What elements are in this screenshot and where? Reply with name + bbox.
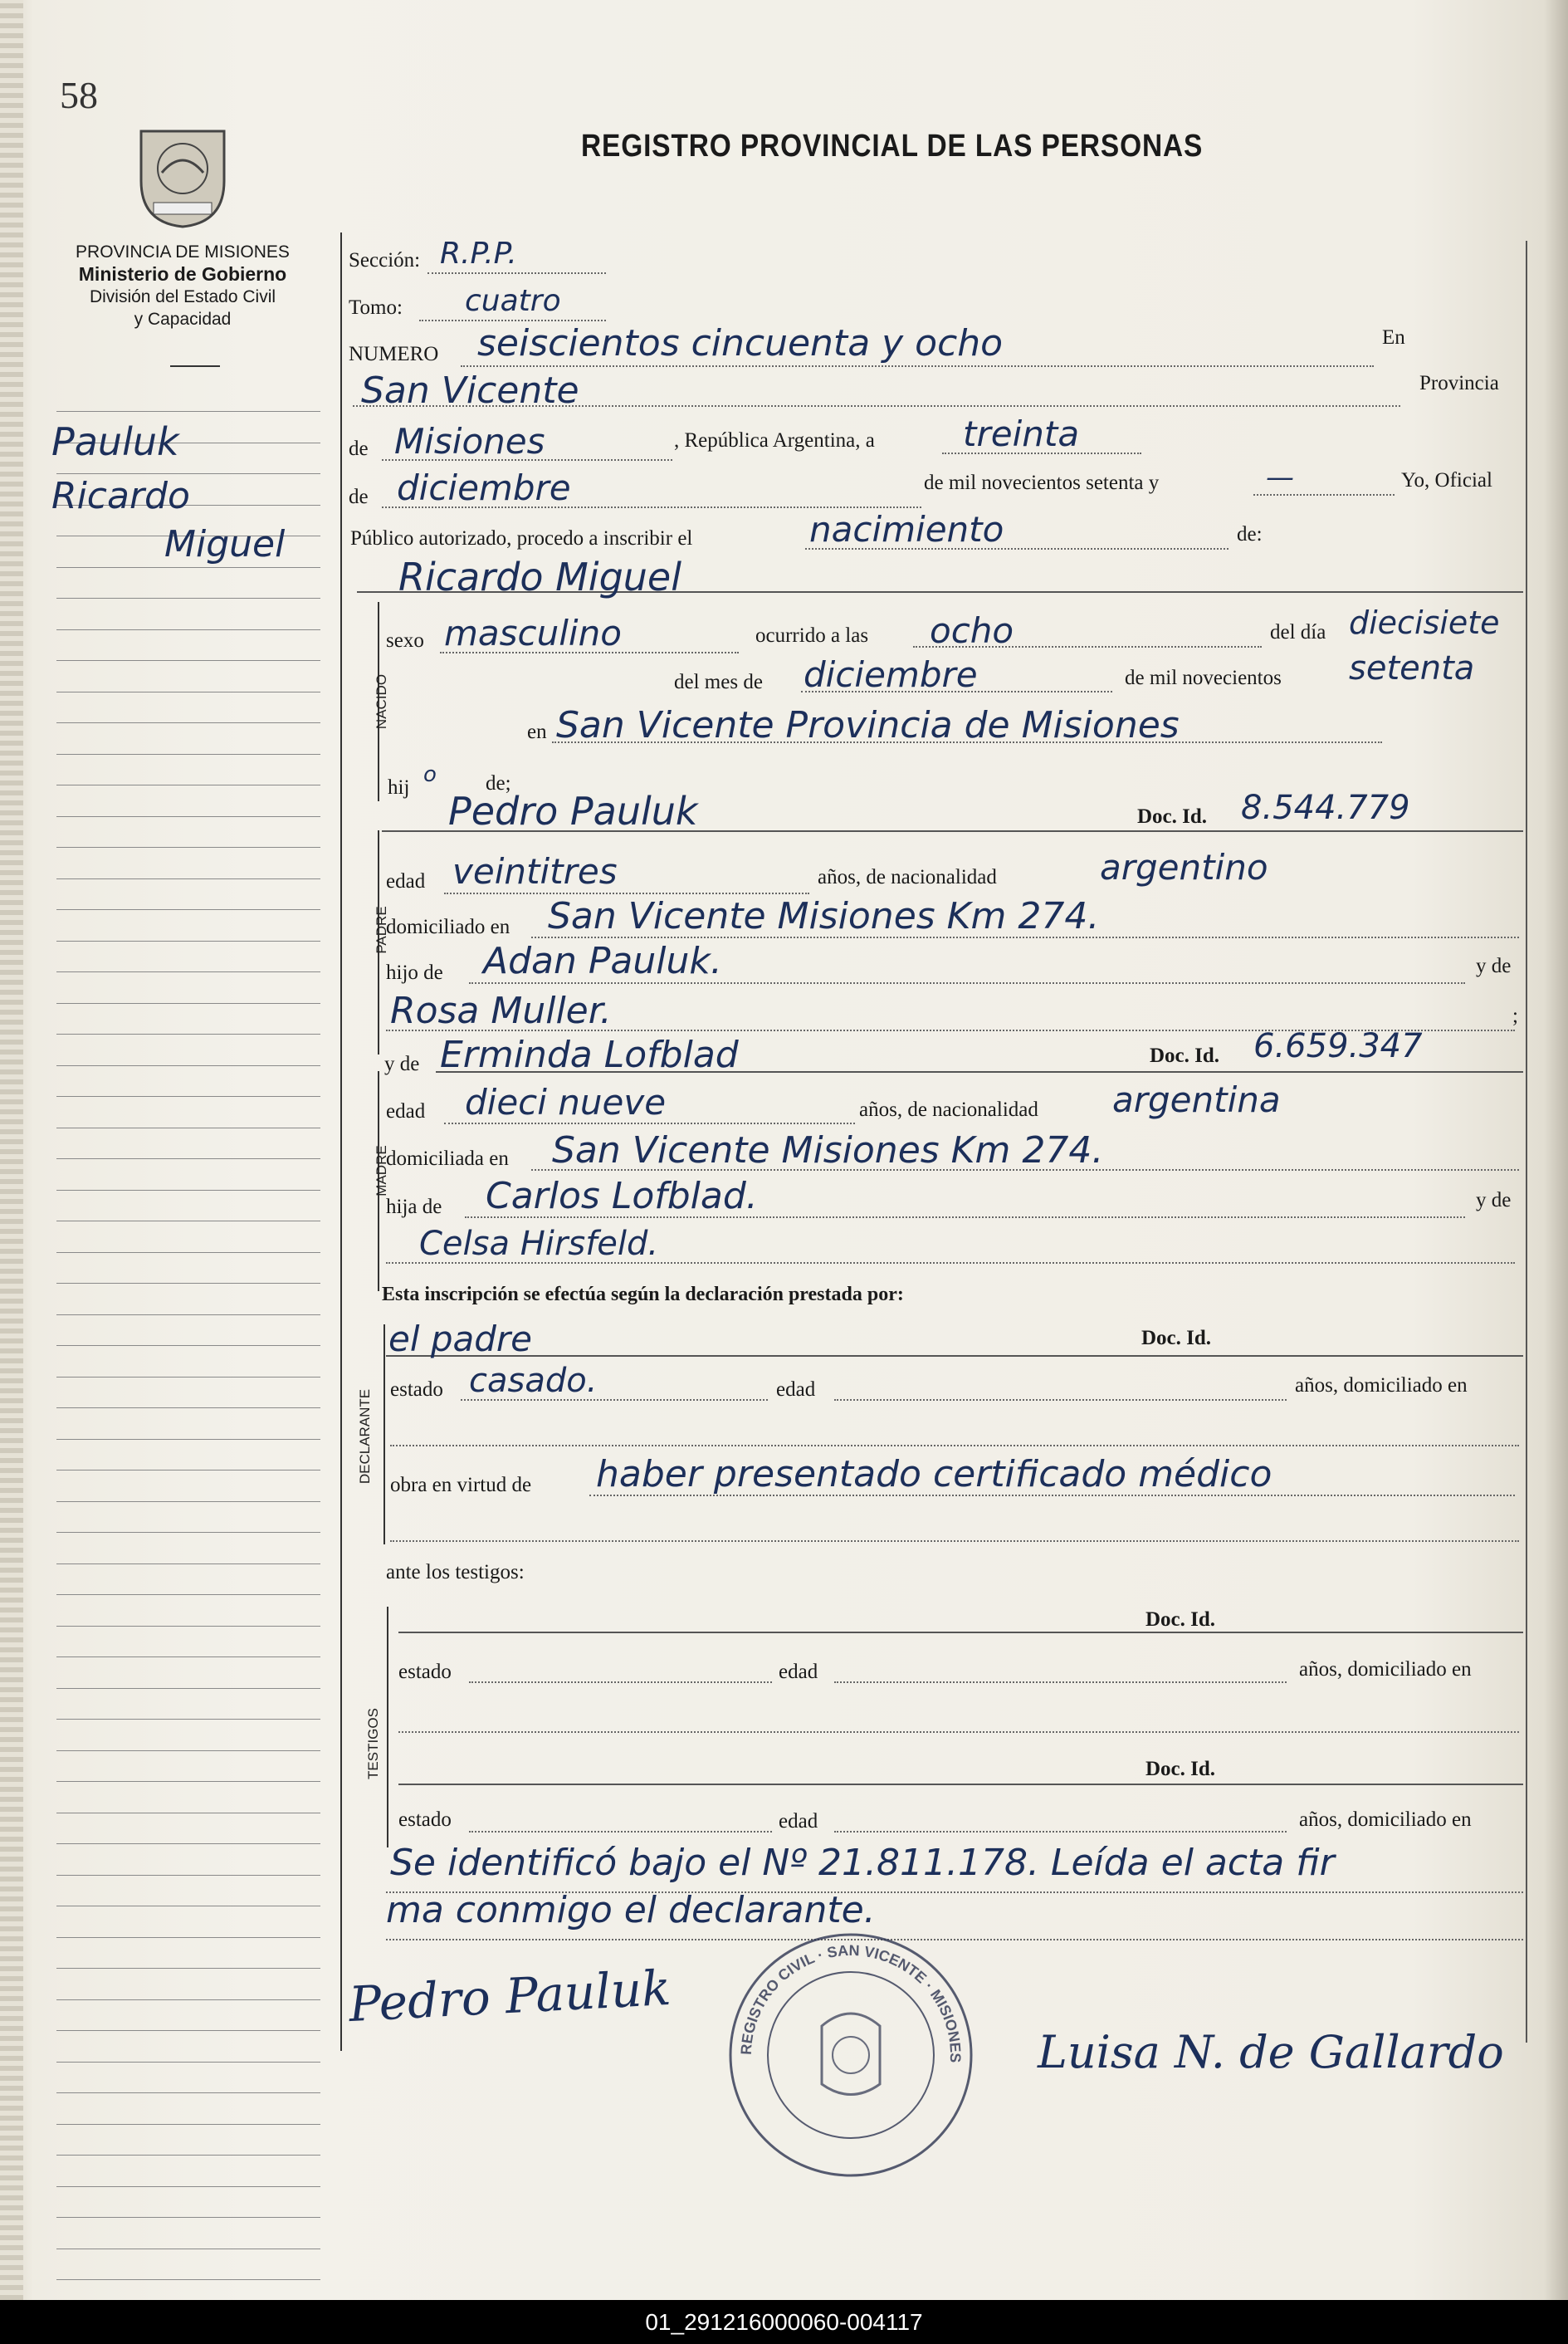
label-hijo: hij <box>388 776 410 799</box>
margin-ruled-line <box>56 1283 320 1284</box>
margin-ruled-line <box>56 1158 320 1159</box>
value-dia-acta: treinta <box>963 414 1080 454</box>
value-abuelo-p: Adan Pauluk. <box>483 940 722 982</box>
margin-ruled-line <box>56 2092 320 2093</box>
value-obra: haber presentado certificado médico <box>596 1453 1272 1495</box>
label-t2-doc: Doc. Id. <box>1145 1758 1216 1780</box>
value-tomo: cuatro <box>465 284 561 318</box>
declarante-bracket <box>383 1324 385 1544</box>
label-madre-edad: edad <box>386 1100 426 1123</box>
label-decl-estado: estado <box>390 1378 443 1401</box>
field-line <box>427 272 606 274</box>
page-title: REGISTRO PROVINCIAL DE LAS PERSONAS <box>581 129 1204 164</box>
margin-ruled-line <box>56 909 320 910</box>
margin-ruled-line <box>56 1750 320 1751</box>
label-oficial: Yo, Oficial <box>1401 469 1492 492</box>
office-ministry: Ministerio de Gobierno <box>78 263 287 285</box>
field-line <box>834 1831 1287 1833</box>
margin-ruled-line <box>56 1190 320 1191</box>
office-block <box>33 241 332 330</box>
margin-ruled-line <box>56 941 320 942</box>
label-seccion: Sección: <box>349 249 421 272</box>
label-y-de: y de <box>1476 955 1512 977</box>
value-numero: seiscientos cincuenta y ocho <box>477 322 1004 365</box>
margin-ruled-line <box>56 1875 320 1876</box>
field-line <box>469 1681 772 1683</box>
value-madre-nac: argentina <box>1112 1079 1281 1120</box>
label-provincia: Provincia <box>1419 372 1499 394</box>
value-hora: ocho <box>930 610 1014 651</box>
margin-ruled-line <box>56 2155 320 2156</box>
label-del-dia: del día <box>1270 621 1326 643</box>
value-madre-doc: 6.659.347 <box>1253 1027 1423 1065</box>
value-abuelo-m: Carlos Lofblad. <box>486 1175 758 1217</box>
label-padre-doc: Doc. Id. <box>1137 805 1208 828</box>
margin-ruled-line <box>56 722 320 723</box>
label-de3: de: <box>1237 523 1263 546</box>
side-label-padre: PADRE <box>374 906 389 954</box>
value-padre-edad: veintitres <box>452 851 618 892</box>
field-line <box>390 1445 1519 1446</box>
official-stamp-icon <box>722 1926 979 2184</box>
stamp-text: REGISTRO CIVIL · SAN VICENTE · MISIONES <box>737 1941 965 2063</box>
label-decl-doc: Doc. Id. <box>1141 1327 1212 1349</box>
value-hijo-suffix: o <box>423 762 437 787</box>
value-madre: Erminda Lofblad <box>440 1034 739 1076</box>
margin-ruled-line <box>56 754 320 755</box>
margin-ruled-line <box>56 411 320 412</box>
margin-ruled-line <box>56 816 320 817</box>
margin-ruled-line <box>56 1439 320 1440</box>
margin-name1: Ricardo <box>51 475 190 517</box>
value-nota1: Se identificó bajo el Nº 21.811.178. Leída el acta fir <box>390 1842 1335 1884</box>
margin-ruled-line <box>56 1656 320 1657</box>
office-divider <box>170 365 220 367</box>
margin-surname: Pauluk <box>51 419 179 464</box>
value-declarante: el padre <box>388 1319 533 1359</box>
label-t1-anos: años, domiciliado en <box>1299 1658 1472 1681</box>
value-decl-estado: casado. <box>469 1362 598 1400</box>
rule <box>398 1632 1523 1633</box>
margin-name2: Miguel <box>164 523 286 565</box>
field-line <box>469 982 1465 984</box>
margin-ruled-line <box>56 878 320 879</box>
margin-ruled-line <box>56 1843 320 1844</box>
label-hijo-de: de; <box>486 772 511 795</box>
value-lugar-nac: San Vicente Provincia de Misiones <box>556 704 1180 746</box>
svg-text:REGISTRO CIVIL · SAN VICENTE · <box>738 1942 964 2063</box>
label-t2-edad: edad <box>779 1810 818 1833</box>
rule <box>398 1784 1523 1785</box>
margin-ruled-line <box>56 1314 320 1315</box>
margin-ruled-line <box>56 1065 320 1066</box>
label-padre-dom: domiciliado en <box>386 916 510 938</box>
field-line <box>1253 494 1395 496</box>
margin-ruled-line <box>56 1407 320 1408</box>
margin-ruled-line <box>56 2217 320 2218</box>
value-padre-doc: 8.544.779 <box>1241 789 1410 827</box>
margin-ruled-line <box>56 2062 320 2063</box>
rule <box>386 1355 1523 1357</box>
margin-ruled-line <box>56 1003 320 1004</box>
field-line <box>444 893 809 894</box>
margin-ruled-line <box>56 473 320 474</box>
value-acto: nacimiento <box>809 509 1004 550</box>
field-line <box>469 1831 772 1833</box>
label-madre-dom: domiciliada en <box>386 1148 509 1170</box>
margin-ruled-line <box>56 1345 320 1346</box>
side-label-testigos: TESTIGOS <box>365 1708 381 1779</box>
label-t1-doc: Doc. Id. <box>1145 1608 1216 1631</box>
label-t1-estado: estado <box>398 1661 452 1683</box>
side-label-madre: MADRE <box>374 1145 389 1196</box>
field-line <box>834 1399 1287 1401</box>
right-border <box>1526 241 1527 2043</box>
label-tomo: Tomo: <box>349 296 403 319</box>
value-nombre: Ricardo Miguel <box>398 555 682 599</box>
office-province: PROVINCIA DE MISIONES <box>76 242 290 262</box>
label-t1-edad: edad <box>779 1661 818 1683</box>
margin-ruled-line <box>56 1096 320 1097</box>
label-numero: NUMERO <box>349 343 439 365</box>
province-seal-icon <box>133 123 232 231</box>
label-hijo-de2: hijo de <box>386 962 443 984</box>
label-semicolon: ; <box>1512 1005 1518 1027</box>
side-label-nacido: NACIDO <box>374 673 389 730</box>
label-decl-edad: edad <box>776 1378 816 1401</box>
side-label-declarante: DECLARANTE <box>357 1388 373 1485</box>
value-provincia: Misiones <box>394 421 545 462</box>
margin-ruled-line <box>56 1781 320 1782</box>
label-madre-anos: años, de nacionalidad <box>859 1099 1038 1121</box>
value-dia: diecisiete <box>1349 604 1500 641</box>
label-t2-anos: años, domiciliado en <box>1299 1808 1472 1831</box>
label-hija-de: hija de <box>386 1196 442 1218</box>
value-mes: diciembre <box>804 654 978 695</box>
margin-ruled-line <box>56 2124 320 2125</box>
signature-oficial: Luisa N. de Gallardo <box>1038 2026 1504 2078</box>
field-line <box>398 1731 1519 1733</box>
label-en2: en <box>527 721 547 743</box>
value-madre-dom: San Vicente Misiones Km 274. <box>552 1129 1104 1172</box>
margin-ruled-line <box>56 1470 320 1471</box>
value-abuela-p: Rosa Muller. <box>390 990 612 1032</box>
column-divider <box>340 232 342 2051</box>
value-lugar: San Vicente <box>361 369 579 412</box>
label-y-de3: y de <box>1476 1189 1512 1211</box>
label-obra: obra en virtud de <box>390 1474 532 1496</box>
field-line <box>444 1123 855 1124</box>
margin-ruled-line <box>56 567 320 568</box>
margin-ruled-line <box>56 2030 320 2031</box>
label-republica: , República Argentina, a <box>674 429 875 452</box>
margin-ruled-line <box>56 660 320 661</box>
label-y-de2: y de <box>384 1053 420 1075</box>
office-division: División del Estado Civil <box>89 287 276 306</box>
image-caption: 01_291216000060-004117 <box>0 2300 1568 2344</box>
label-mil-nov: de mil novecientos <box>1125 667 1282 689</box>
value-anio-extra: — <box>1266 461 1294 494</box>
margin-ruled-line <box>56 1034 320 1035</box>
field-line <box>834 1681 1287 1683</box>
label-padre-edad: edad <box>386 870 426 893</box>
margin-ruled-line <box>56 629 320 630</box>
label-mil-setenta: de mil novecientos setenta y <box>924 472 1160 494</box>
margin-ruled-line <box>56 1563 320 1564</box>
label-ocurrido: ocurrido a las <box>755 624 869 647</box>
margin-ruled-line <box>56 1968 320 1969</box>
label-en: En <box>1382 326 1405 349</box>
office-capacity: y Capacidad <box>134 310 232 329</box>
page-number: 58 <box>60 74 98 116</box>
value-seccion: R.P.P. <box>440 237 517 271</box>
page-edge <box>0 0 23 2300</box>
testigos-bracket <box>387 1607 388 1847</box>
value-nota2: ma conmigo el declarante. <box>386 1889 876 1931</box>
margin-ruled-line <box>56 1501 320 1502</box>
margin-ruled-line <box>56 1688 320 1689</box>
value-sexo: masculino <box>444 613 622 653</box>
label-publico: Público autorizado, procedo a inscribir el <box>350 527 693 550</box>
label-padre-anos: años, de nacionalidad <box>818 866 997 888</box>
margin-ruled-line <box>56 1999 320 2000</box>
field-line <box>390 1540 1519 1542</box>
margin-ruled-line <box>56 1626 320 1627</box>
label-t2-estado: estado <box>398 1808 452 1831</box>
margin-ruled-line <box>56 1377 320 1378</box>
value-anio: setenta <box>1349 649 1475 688</box>
margin-ruled-line <box>56 598 320 599</box>
value-mes-acta: diciembre <box>397 467 571 508</box>
margin-ruled-line <box>56 1594 320 1595</box>
label-de2: de <box>349 486 369 508</box>
margin-ruled-line <box>56 2186 320 2187</box>
field-line <box>461 365 1374 367</box>
value-padre-dom: San Vicente Misiones Km 274. <box>548 895 1100 937</box>
margin-ruled-line <box>56 971 320 972</box>
margin-ruled-line <box>56 1532 320 1533</box>
field-line <box>419 320 606 321</box>
margin-ruled-line <box>56 2279 320 2280</box>
value-madre-edad: dieci nueve <box>465 1082 667 1123</box>
value-padre: Pedro Pauluk <box>448 789 698 834</box>
label-sexo: sexo <box>386 629 424 652</box>
label-ante: ante los testigos: <box>386 1561 525 1583</box>
margin-ruled-line <box>56 1252 320 1253</box>
label-decl-anos: años, domiciliado en <box>1295 1374 1468 1397</box>
label-del-mes: del mes de <box>674 671 763 693</box>
label-de: de <box>349 438 369 460</box>
label-madre-doc: Doc. Id. <box>1150 1045 1220 1067</box>
label-esta-inscripcion: Esta inscripción se efectúa según la declaración prestada por: <box>382 1284 904 1305</box>
value-abuela-m: Celsa Hirsfeld. <box>419 1225 659 1263</box>
signature-declarante: Pedro Pauluk <box>347 1959 672 2033</box>
margin-ruled-line <box>56 1719 320 1720</box>
value-padre-nac: argentino <box>1100 847 1268 888</box>
margin-ruled-line <box>56 1937 320 1938</box>
margin-ruled-line <box>56 847 320 848</box>
